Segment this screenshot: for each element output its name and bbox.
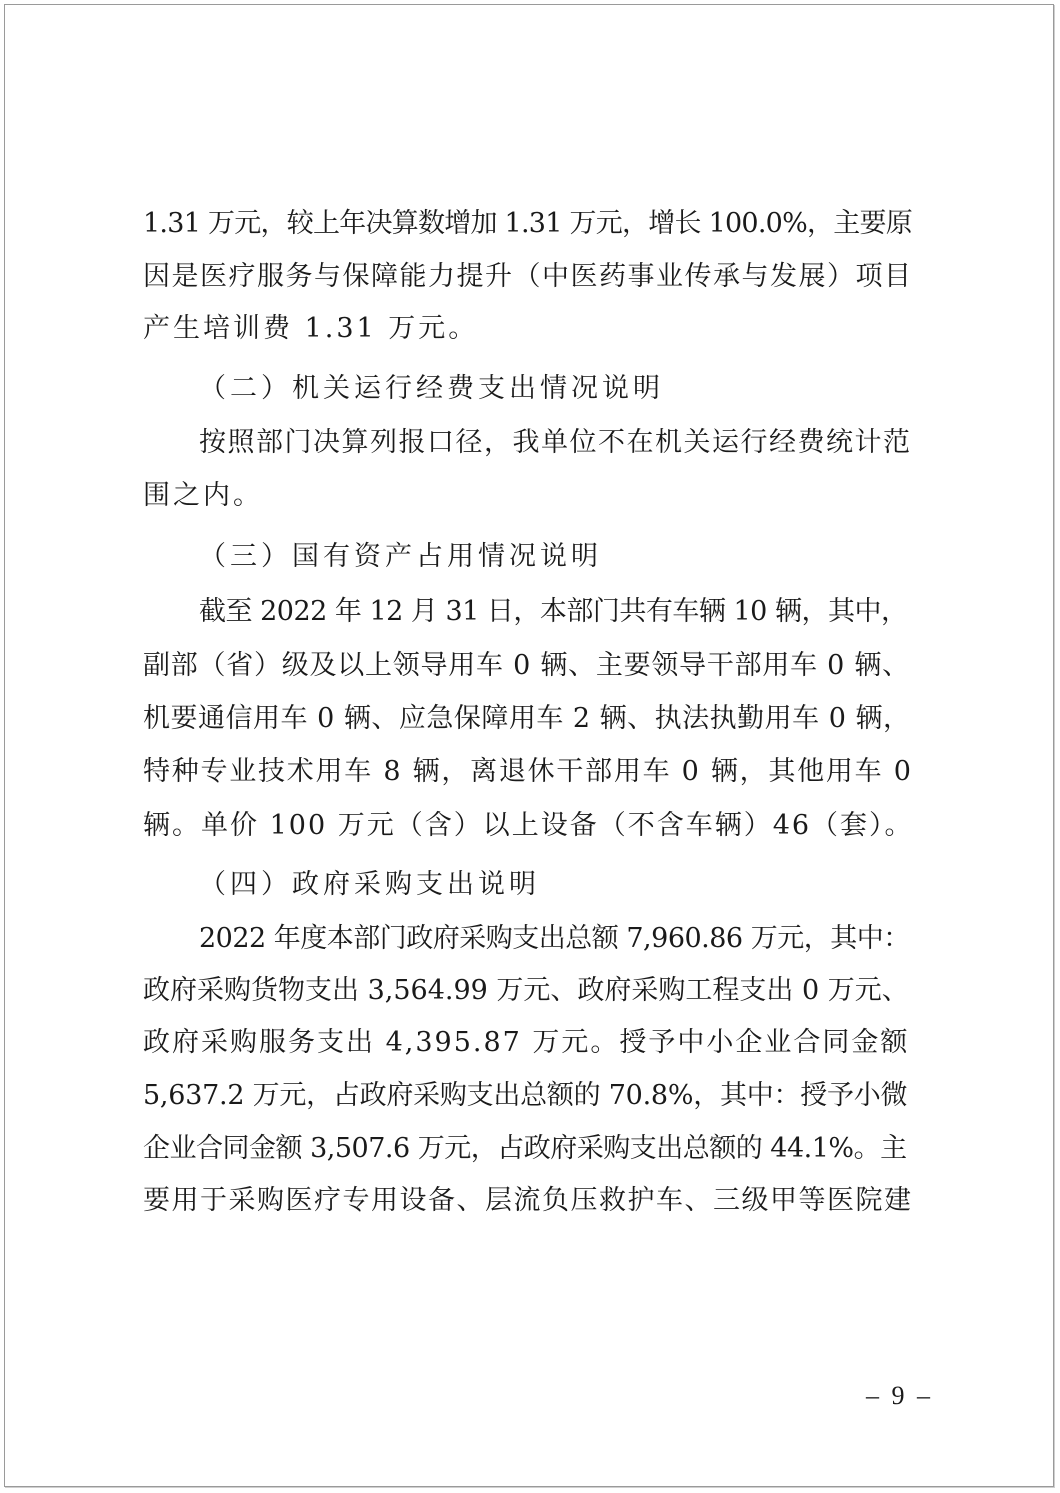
paragraph-line: 企业合同金额 3,507.6 万元，占政府采购支出总额的 44.1%。主 bbox=[143, 1133, 907, 1164]
section-heading-2: （二）机关运行经费支出情况说明 bbox=[199, 373, 664, 404]
paragraph-line: 因是医疗服务与保障能力提升（中医药事业传承与发展）项目 bbox=[143, 261, 913, 292]
paragraph-line: 政府采购货物支出 3,564.99 万元、政府采购工程支出 0 万元、 bbox=[143, 975, 909, 1006]
paragraph-line: 要用于采购医疗专用设备、层流负压救护车、三级甲等医院建 bbox=[143, 1185, 913, 1216]
section-heading-4: （四）政府采购支出说明 bbox=[199, 869, 540, 900]
paragraph-line: 机要通信用车 0 辆、应急保障用车 2 辆、执法执勤用车 0 辆， bbox=[143, 703, 911, 734]
paragraph-line: 1.31 万元，较上年决算数增加 1.31 万元，增长 100.0%，主要原 bbox=[143, 208, 913, 239]
paragraph-line: 政府采购服务支出 4,395.87 万元。授予中小企业合同金额 bbox=[143, 1027, 910, 1058]
paragraph-line: 截至 2022 年 12 月 31 日，本部门共有车辆 10 辆，其中， bbox=[199, 596, 908, 627]
paragraph-line: 副部（省）级及以上领导用车 0 辆、主要领导干部用车 0 辆、 bbox=[143, 650, 910, 681]
paragraph-line: 特种专业技术用车 8 辆，离退休干部用车 0 辆，其他用车 0 bbox=[143, 756, 913, 787]
paragraph-line: 围之内。 bbox=[143, 480, 263, 511]
paragraph-line: 5,637.2 万元，占政府采购支出总额的 70.8%，其中：授予小微 bbox=[143, 1080, 908, 1111]
paragraph-line: 辆。单价 100 万元（含）以上设备（不含车辆）46（套）。 bbox=[143, 810, 914, 841]
paragraph-line: 2022 年度本部门政府采购支出总额 7,960.86 万元，其中： bbox=[199, 923, 910, 954]
section-heading-3: （三）国有资产占用情况说明 bbox=[199, 541, 602, 572]
paragraph-line: 产生培训费 1.31 万元。 bbox=[143, 313, 479, 344]
paragraph-line: 按照部门决算列报口径，我单位不在机关运行经费统计范 bbox=[199, 427, 912, 458]
page-number: – 9 – bbox=[866, 1381, 933, 1410]
